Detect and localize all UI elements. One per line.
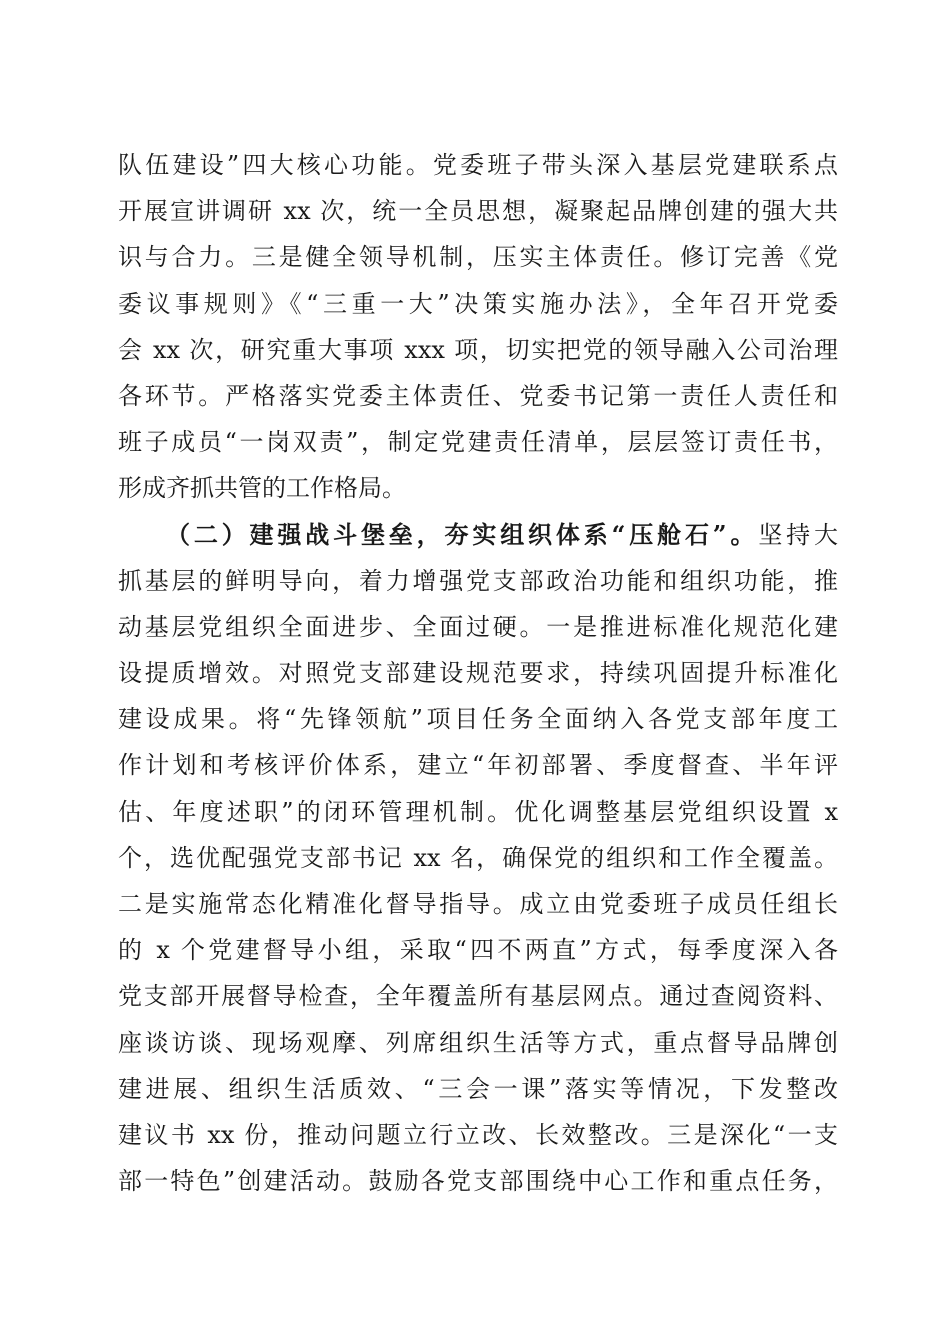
text-line: 识与合力。三是健全领导机制，压实主体责任。修订完善《党 (118, 243, 838, 272)
text-line: 作计划和考核评价体系，建立“年初部署、季度督查、半年评 (118, 751, 838, 780)
section-heading-line (118, 512, 838, 558)
text-line: 座谈访谈、现场观摩、列席组织生活等方式，重点督导品牌创 (118, 1028, 838, 1057)
paragraph-1 (118, 142, 838, 512)
text-line: 二是实施常态化精准化督导指导。成立由党委班子成员任组长 (118, 890, 838, 918)
heading-line-continuation: 坚持大 (758, 520, 839, 549)
text-line: 开展宣讲调研 xx 次，统一全员思想，凝聚起品牌创建的强大共 (118, 197, 838, 226)
text-line: 个，选优配强党支部书记 xx 名，确保党的组织和工作全覆盖。 (118, 843, 838, 872)
text-line: 会 xx 次，研究重大事项 xxx 项，切实把党的领导融入公司治理 (118, 335, 838, 364)
text-line: 形成齐抓共管的工作格局。 (118, 474, 406, 503)
text-line: 建设成果。将“先锋领航”项目任务全面纳入各党支部年度工 (118, 705, 838, 734)
text-line: 设提质增效。对照党支部建设规范要求，持续巩固提升标准化 (118, 659, 838, 688)
section-heading: （二）建强战斗堡垒，夯实组织体系“压舱石”。 (166, 519, 759, 549)
text-line: 动基层党组织全面进步、全面过硬。一是推进标准化规范化建 (118, 612, 838, 641)
text-line: 委议事规则》《“三重一大”决策实施办法》，全年召开党委 (118, 289, 838, 318)
text-line: 抓基层的鲜明导向，着力增强党支部政治功能和组织功能，推 (118, 566, 838, 595)
text-line: 估、年度述职”的闭环管理机制。优化调整基层党组织设置 x (118, 797, 838, 826)
text-line: 队伍建设”四大核心功能。党委班子带头深入基层党建联系点 (118, 151, 838, 179)
text-line: 部一特色”创建活动。鼓励各党支部围绕中心工作和重点任务， (118, 1167, 838, 1196)
text-line: 建进展、组织生活质效、“三会一课”落实等情况，下发整改 (118, 1074, 838, 1103)
text-line: 建议书 xx 份，推动问题立行立改、长效整改。三是深化“一支 (118, 1120, 838, 1149)
text-line: 各环节。严格落实党委主体责任、党委书记第一责任人责任和 (118, 381, 838, 410)
text-line: 的 x 个党建督导小组，采取“四不两直”方式，每季度深入各 (118, 936, 838, 965)
text-line: 党支部开展督导检查，全年覆盖所有基层网点。通过查阅资料、 (118, 982, 838, 1011)
paragraph-2 (118, 512, 838, 1205)
text-line: 班子成员“一岗双责”，制定党建责任清单，层层签订责任书， (118, 428, 838, 457)
body-text (118, 142, 838, 1204)
